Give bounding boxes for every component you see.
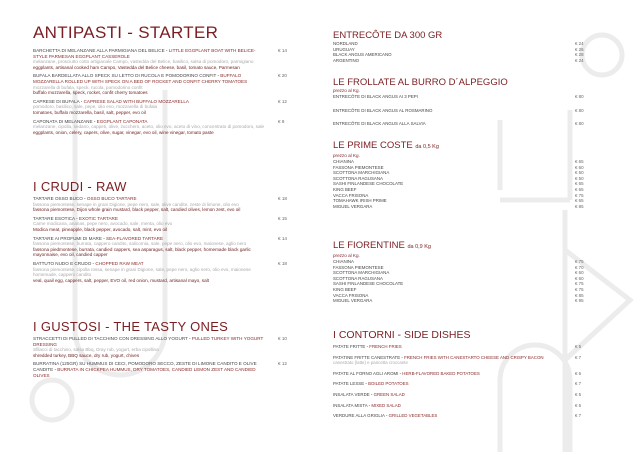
section-title: LE FIORENTINE xyxy=(333,240,405,251)
dish-name-english: OSSO BUCO TARTARE xyxy=(86,196,137,201)
ingredients-italian: fassona piemontese, burrata, cappero candito, salicornia, sale, pepe nero, olio evo, maionese, aglio nero xyxy=(33,241,247,247)
cut-name: SCOTTONA RAGUSANA xyxy=(333,275,383,281)
section-title: I GUSTOSI - THE TASTY ONES xyxy=(33,319,229,334)
cut-price: € 50 xyxy=(575,170,584,176)
frollate-section xyxy=(333,77,595,140)
menu-row xyxy=(333,108,595,114)
dish-price: € 14 xyxy=(278,235,287,241)
cut-name: FASSONA PIEMONTESE xyxy=(333,164,384,170)
cut-price: € 60 xyxy=(575,275,584,281)
menu-item: INSALATA VERDE - GREEN SALAD € 5 xyxy=(333,392,595,398)
cut-name: SCOTTONA RAGUSANA xyxy=(333,175,383,181)
dish-name-italian: BATTUTO NUDO E CRUDO xyxy=(33,260,92,266)
menu-item: TARTARE OSSO BUCO - OSSO BUCO TARTARE fassona piemontese, senape in grani Digione, pepe nero, sale, olive candite, zeste di limone, olio evo fassona piemontese, Dijon whole grain mustard, black pepper, salt, candied olives, lemon zest, evo oil € 18 xyxy=(33,196,298,213)
dish-name-italian: TARTARE AI PROFUMI DI MARE xyxy=(33,235,102,241)
dish-name-italian: BUFALA BARDELLATA ALLO SPECK SU LETTO DI RUCOLA E POMODORINO CONFIT xyxy=(33,73,217,79)
dish-price: € 5 xyxy=(575,391,582,397)
cut-name: NORDLAND xyxy=(333,41,358,46)
dish-name-english: MIXED SALAD xyxy=(371,402,401,408)
cut-price: € 24 xyxy=(575,57,584,63)
dish-name-english: SEA-FLAVORED TARTARE xyxy=(106,235,164,241)
menu-item: CAPRESE DI BUFALA - CAPRESE SALAD WITH BUFFALO MOZZARELLA pomodoro, basilico, sale, pepe, olio evo, mozzarella di bufala tomatoes, buffalo mozzarella, basil, salt, pepper, evo oil € 12 xyxy=(33,99,298,116)
fiorentine-section xyxy=(333,240,595,330)
ingredients-italian: pomodoro, basilico, sale, pepe, olio evo, mozzarella di bufala xyxy=(33,104,158,110)
dish-price: € 10 xyxy=(278,336,287,341)
dish-name-english: CAPRESE SALAD WITH BUFFALO MOZZARELLA xyxy=(83,98,189,104)
dish-name-italian: CAPONATA DI MELANZANE xyxy=(33,118,93,124)
menu-item: BARCHETTA DI MELANZANE ALLA PARMIGIANA DEL BELICE - LITTLE EGGPLANT BOAT WITH BELICE-STYLE PARMESAN EGGPLANT CASSEROLE melanzane, prosciutto cotto artigianale Campo, vastedda del Belice, basilico, salsa di pomodoro, parmigiano eggplants, artisanal cooked ham Campo, Vastedda del Belice cheese, basil, tomato sauce, Parmesan € 14 xyxy=(33,48,298,70)
cut-name: MIGUEL VERGARA xyxy=(333,203,373,209)
cut-price: € 24 xyxy=(575,41,584,46)
dish-name-english: CHOPPED RAW MEAT xyxy=(95,260,144,266)
ingredients-english: fassona piedmontese, burrata, candied cappers, sea asparagus, salt, black pepper, homemade black garlic mayonnaise, evo oil, candied capper xyxy=(33,246,251,258)
dish-name-english: FRENCH FRIES xyxy=(369,344,402,349)
ingredients-italian: Sfilacci di tacchino, salsa Bbq, Dray rub, yogurt, erba cipollina xyxy=(33,347,159,353)
cut-name: VACCA FRISONA xyxy=(333,292,369,298)
menu-item: CAPONATA DI MELANZANE - EGGPLANT CAPONATA melanzane, cipolla, sedano, cappeti, olive, zucchero, aceto, olio evo, aceto di vino, concentrato di pomodoro, sale eggplants, onion, celery, capers, olive, sugar, vinegar, evo oil, wine vinegar, tomato paste € 8 xyxy=(33,119,298,136)
dish-name-english: GREEN SALAD xyxy=(373,391,405,397)
dish-name-italian: TARTARE OSSO BUCO xyxy=(33,196,83,201)
dish-name-english: BURRATA IN CHICKPEA HUMMUS, DRY TOMATOES, CANDIED LEMON ZEST AND CANDIED OLIVES xyxy=(33,366,256,378)
contorni-section xyxy=(333,330,595,419)
dish-name-english: BUFFALO MOZZARELLA ROLLED UP WITH SPECK ON A BED OF ROCKET AND CONFIT CHERRY TOMATOES xyxy=(33,73,248,84)
cut-price: € 75 xyxy=(575,286,584,292)
menu-item: PATATINE FRITTE CANESTRATE - FRENCH FRIES WITH CANESTARTO CHEESE AND CRISPY BACON canestrato (latte) e pancetta croccante € 7 xyxy=(333,355,595,366)
section-title: ENTRECÔTE DA 300 GR xyxy=(333,30,443,41)
price-unit: prezzo al Kg. xyxy=(333,88,360,93)
dish-price: € 18 xyxy=(278,196,287,201)
price-unit: prezzo al Kg. xyxy=(333,153,360,158)
dish-price: € 20 xyxy=(278,73,287,79)
menu-row xyxy=(333,298,595,304)
dish-name-english: FRENCH FRIES WITH CANESTARTO CHEESE AND CRISPY BACON xyxy=(404,354,544,360)
dish-price: € 18 xyxy=(278,260,287,266)
section-title: I CONTORNI - SIDE DISHES xyxy=(333,329,471,341)
price-unit: prezzo al Kg. xyxy=(333,253,360,258)
ingredients-italian: fassona piemontese, senape in grani Digione, pepe nero, sale, olive candite, zeste di limone, olio evo xyxy=(33,201,239,207)
dish-name-italian: VERDURE ALLA GRIGLIA xyxy=(333,413,385,419)
menu-row xyxy=(333,204,595,210)
dish-price: € 6 xyxy=(575,370,582,376)
dish-price: € 12 xyxy=(278,98,287,104)
cut-price: € 70 xyxy=(575,264,584,270)
cut-price: € 75 xyxy=(575,259,584,264)
cut-price: € 28 xyxy=(575,52,584,58)
dish-price: € 14 xyxy=(278,48,287,53)
cut-name: SASHI FINLANDESE CHOCOLATE xyxy=(333,281,404,287)
cut-name: KING BEEF xyxy=(333,286,357,292)
menu-item: PATATE FRITTE - FRENCH FRIES € 5 xyxy=(333,344,595,350)
dish-price: € 7 xyxy=(575,413,582,419)
cut-name: ARGENTINO xyxy=(333,57,360,63)
cut-name: SCOTTONA MARCHIGIANA xyxy=(333,170,390,176)
dish-name-italian: INSALATA MISTA xyxy=(333,402,368,408)
dish-name-italian: BURRATINA (125GR) SU HUMMUS DI CECI, POMODORO SECCO, ZESTE DI LIMONE CANDITO E OLIVE CANDITE xyxy=(33,361,257,372)
dish-price: € 7 xyxy=(575,381,582,387)
dish-name-italian: PATATINE FRITTE CANESTRATE xyxy=(333,354,401,360)
gustosi-section xyxy=(33,320,298,378)
cut-name: SCOTTONA MARCHIGIANA xyxy=(333,270,390,276)
ingredients-italian: Carne modicana, ananas, pepe nero, avocado, sale, menta, olio evo xyxy=(33,221,173,227)
menu-item: BATTUTO NUDO E CRUDO - CHOPPED RAW MEAT fassona piemontese, cipolla rossa, senape in grani Digione, sale, pepe nero, aglio nero, olio evo, maionese homemade, cappero candito veal, quail egg, cappers, salt, pepper, EVO oil, red onion, mustard, artisanal mayo, salt € 18 xyxy=(33,261,298,283)
cut-price: € 85 xyxy=(575,292,584,298)
cut-price: € 75 xyxy=(575,192,584,198)
menu-item: VERDURE ALLA GRIGLIA - GRILLED VEGETABLES € 7 xyxy=(333,413,595,419)
cut-price: € 80 xyxy=(575,94,584,99)
ingredients-english: fassona piemontese, Dijon whole grain mustard, black pepper, salt, candied olives, lemon zest, evo oil xyxy=(33,207,241,213)
cut-name: CHIANINA xyxy=(333,159,354,164)
ingredients-english: buffalo mozzarella, speck, rocket, confit cherry tomatoes xyxy=(33,90,148,96)
ingredients-english: Modica meat, pineapple, black pepper, avocado, salt, mint, evo oil xyxy=(33,226,168,232)
cut-price: € 65 xyxy=(575,198,584,204)
ingredients-italian: fassona piemontese, cipolla rossa, senape in grani Digione, sale, pepe nero, aglio nero, olio evo, maionese homemade, cappero candito xyxy=(33,266,251,278)
cut-price: € 65 xyxy=(575,186,584,192)
dish-price: € 15 xyxy=(278,215,287,221)
cut-price: € 85 xyxy=(575,203,584,209)
menu-item: PATATE AL FORNO AGLI AROMI - HERB-FLAVORED BAKED POTATOES € 6 xyxy=(333,371,595,377)
menu-item: INSALATA MISTA - MIXED SALAD € 5 xyxy=(333,403,595,409)
dish-name-italian: PATATE AL FORNO AGLI AROMI xyxy=(333,370,399,376)
section-title: LE PRIME COSTE xyxy=(333,140,413,151)
cut-name: MIGUEL VERGARA xyxy=(333,298,373,304)
cut-price: € 80 xyxy=(575,107,584,113)
cut-name: TOMAHAWK IRISH PRIME xyxy=(333,198,387,204)
cut-name: ENTRECÔTE DI BLACK ANGUS ALLA SALVIA xyxy=(333,121,426,127)
cut-price: € 60 xyxy=(575,164,584,170)
cut-price: € 26 xyxy=(575,46,584,52)
dish-price: € 7 xyxy=(575,354,582,360)
section-title: ANTIPASTI - STARTER xyxy=(33,23,219,42)
menu-item: STRACCETTI DI PULLED DI TACCHINO CON DRESSING ALLO YOGURT - PULLED TURKEY WITH YOGURT DRESSING Sfilacci di tacchino, salsa Bbq, Dray rub, yogurt, erba cipollina shredded turkey, BBQ sauce, dry rub, yogurt, chives € 10 xyxy=(33,336,298,358)
dish-price: € 8 xyxy=(278,118,285,124)
menu-row xyxy=(333,58,595,64)
section-subtitle: da 0,5 Kg xyxy=(415,144,439,150)
menu-item: BURRATINA (125GR) SU HUMMUS DI CECI, POMODORO SECCO, ZESTE DI LIMONE CANDITO E OLIVE CANDITE - BURRATA IN CHICKPEA HUMMUS, DRY TOMATOES, CANDIED LEMON ZEST AND CANDIED OLIVES € 12 xyxy=(33,361,298,378)
dish-name-english: LITTLE EGGPLANT BOAT WITH BELICE-STYLE PARMESAN EGGPLANT CASSEROLE xyxy=(33,48,256,59)
entrecote-section xyxy=(333,30,595,77)
dish-name-english: EXOTIC TARTARE xyxy=(78,215,118,221)
ingredients-english: eggplants, artisanal cooked ham Campo, Vastedda del Belice cheese, basil, tomato sauce, Parmesan xyxy=(33,64,240,70)
crudi-section xyxy=(33,180,298,320)
ingredients-italian: mozzarella di bufala, speck, rucola, pomodorino confit xyxy=(33,84,143,90)
menu-item: TARTARE ESOTICA - EXOTIC TARTARE Carne modicana, ananas, pepe nero, avocado, sale, menta, olio evo Modica meat, pineapple, black pepper, avocado, salt, mint, evo oil € 15 xyxy=(33,216,298,233)
cut-price: € 75 xyxy=(575,281,584,287)
cut-price: € 65 xyxy=(575,159,584,164)
ingredients-english: eggplants, onion, celery, capers, olive, sugar, vinegar, evo oil, wine vinegar, tomato paste xyxy=(33,129,214,135)
ingredients-english: tomatoes, buffalo mozzarella, basil, salt, pepper, evo oil xyxy=(33,109,146,115)
ingredients-italian: canestrato (latte) e pancetta croccante xyxy=(333,360,408,366)
section-subtitle: da 0,9 Kg xyxy=(407,244,431,250)
section-title: I CRUDI - RAW xyxy=(33,179,127,194)
cut-name: FASSONA PIEMONTESE xyxy=(333,264,384,270)
cut-name: ENTRECÔTE DI BLACK ANGUS AL ROSMARINO xyxy=(333,107,433,113)
dish-name-italian: TARTARE ESOTICA xyxy=(33,215,75,221)
cut-name: ENTRECÔTE DI BLACK ANGUS AI 3 PEPI xyxy=(333,94,418,99)
dish-name-italian: INSALATA VERDE xyxy=(333,391,370,397)
dish-name-italian: PATATE FRITTE xyxy=(333,344,366,349)
dish-name-english: EGGPLANT CAPONATA xyxy=(96,118,148,124)
right-column xyxy=(333,30,595,424)
ingredients-english: veal, quail egg, cappers, salt, pepper, EVO oil, red onion, mustard, artisanal mayo, salt xyxy=(33,277,209,283)
dish-name-italian: STRACCETTI DI PULLED DI TACCHINO CON DRESSING ALLO YOGURT xyxy=(33,336,188,341)
cut-name: CHIANINA xyxy=(333,259,354,264)
cut-name: KING BEEF xyxy=(333,186,357,192)
ingredients-english: shredded turkey, BBQ sauce, dry rub, yogurt, chives xyxy=(33,352,140,358)
dish-price: € 5 xyxy=(575,402,582,408)
cut-price: € 80 xyxy=(575,121,584,127)
menu-row xyxy=(333,94,595,100)
cut-name: BLACK ANGUS AMERICANO xyxy=(333,52,392,58)
cut-price: € 60 xyxy=(575,270,584,276)
dish-name-italian: PATATE LESSE xyxy=(333,381,365,387)
dish-name-english: PULLED TURKEY WITH YOGURT DRESSING xyxy=(33,336,264,347)
section-title: LE FROLLATE AL BURRO D´ALPEGGIO xyxy=(333,77,508,88)
cut-name: SASHI FINLANDESE CHOCOLATE xyxy=(333,181,404,187)
cut-price: € 50 xyxy=(575,175,584,181)
menu-row xyxy=(333,121,595,127)
antipasti-section xyxy=(33,24,298,180)
dish-name-english: HERB-FLAVORED BAKED POTATOES xyxy=(402,370,480,376)
menu-item: TARTARE AI PROFUMI DI MARE - SEA-FLAVORED TARTARE fassona piemontese, burrata, cappero candito, salicornia, sale, pepe nero, olio evo, maionese, aglio nero fassona piedmontese, burrata, candied cappers, sea asparagus, salt, black pepper, homemade black garlic mayonnaise, evo oil, candied capper € 14 xyxy=(33,236,298,258)
prime-coste-section xyxy=(333,140,595,240)
dish-price: € 12 xyxy=(278,361,287,367)
cut-name: URUGUAY xyxy=(333,46,355,52)
dish-name-italian: BARCHETTA DI MELANZANE ALLA PARMIGIANA DEL BELICE xyxy=(33,48,165,53)
ingredients-italian: melanzane, cipolla, sedano, cappeti, olive, zucchero, aceto, olio evo, aceto di vino, concentrato di pomodoro, sale xyxy=(33,124,265,130)
cut-price: € 65 xyxy=(575,181,584,187)
cut-name: VACCA FRISONA xyxy=(333,192,369,198)
menu-item: BUFALA BARDELLATA ALLO SPECK SU LETTO DI RUCOLA E POMODORINO CONFIT - BUFFALO MOZZARELLA ROLLED UP WITH SPECK ON A BED OF ROCKET AND CONFIT CHERRY TOMATOES mozzarella di bufala, speck, rucola, pomodorino confit buffalo mozzarella, speck, rocket, confit cherry tomatoes € 20 xyxy=(33,73,298,95)
dish-price: € 5 xyxy=(575,344,582,349)
dish-name-english: GRILLED VEGETABLES xyxy=(388,413,438,419)
left-column xyxy=(33,24,298,381)
menu-item: PATATE LESSE - BOILED POTATOES € 7 xyxy=(333,381,595,387)
dish-name-english: BOILED POTATOES xyxy=(368,381,409,387)
cut-price: € 95 xyxy=(575,298,584,304)
dish-name-italian: CAPRESE DI BUFALA xyxy=(33,98,80,104)
ingredients-italian: melanzane, prosciutto cotto artigianale Campo, vastedda del Belice, basilico, salsa di pomodoro, parmigiano xyxy=(33,59,254,65)
